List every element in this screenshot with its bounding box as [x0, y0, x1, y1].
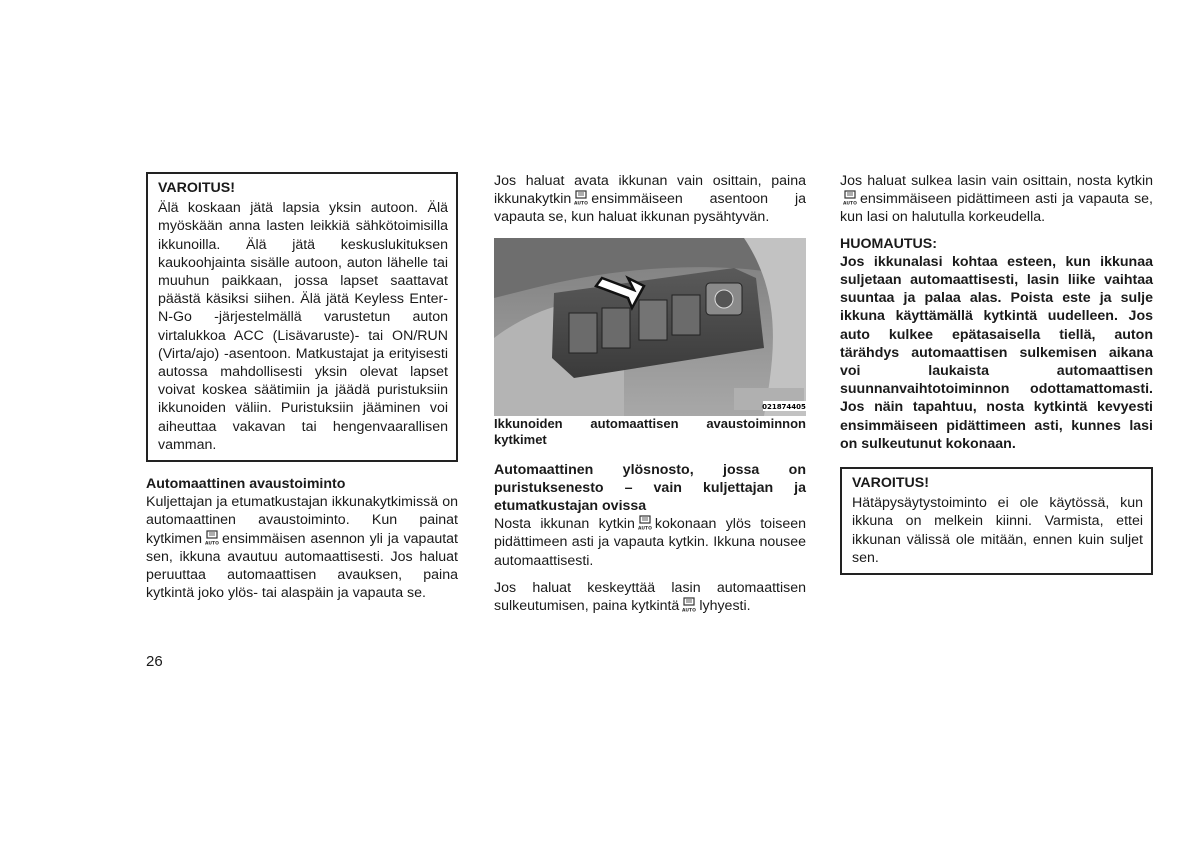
window-auto-switch-icon [638, 515, 652, 531]
page-number: 26 [146, 653, 163, 670]
warning-box-children [146, 172, 458, 462]
paragraph-text: ensimmäisen asennon yli ja vapautat sen, ikkuna avautuu automaattisesti. Jos haluat peruuttaa automaattisen avauksen, paina kytkintä joko ylös- tai alaspäin ja vapauta se. [146, 530, 458, 602]
paragraph-text: Nosta ikkunan kytkin [494, 516, 635, 533]
paragraph-text: Jos haluat keskeyttää lasin automaattisen sulkeutumisen, paina kytkintä [494, 579, 806, 615]
section-heading-auto-up: Automaattinen ylösnosto, jossa on puristuksenesto – vain kuljettajan ja etumatkustajan ovissa [494, 461, 806, 515]
svg-text:AUTO: AUTO [843, 201, 857, 207]
svg-text:AUTO: AUTO [205, 541, 219, 546]
svg-text:AUTO: AUTO [637, 526, 652, 532]
paragraph-text: Jos haluat avata ikkunan vain osittain, paina ikkunakytkin [494, 173, 806, 208]
partial-close-paragraph [840, 172, 1153, 227]
stop-close-paragraph [494, 579, 806, 615]
warning-title: VAROITUS! [852, 475, 929, 492]
auto-open-paragraph [146, 493, 458, 602]
window-auto-switch-icon [574, 190, 588, 206]
window-switch-photo [494, 238, 806, 416]
paragraph-text: kokonaan ylös toiseen pidättimeen asti ja vapauta kytkin. Ikkuna nousee automaattisesti. [494, 516, 806, 569]
svg-text:AUTO: AUTO [682, 608, 697, 614]
column-right [840, 172, 1153, 575]
warning-title: VAROITUS! [158, 180, 235, 196]
column-middle [494, 172, 806, 615]
section-heading-auto-open: Automaattinen avaustoiminto [146, 476, 346, 493]
partial-open-paragraph [494, 172, 806, 227]
photo-caption: Ikkunoiden automaattisen avaustoiminnon kytkimet [494, 415, 806, 448]
image-code: 021874405 [762, 402, 806, 411]
note-text: Jos ikkunalasi kohtaa esteen, kun ikkunaa suljetaan automaattisesti, lasin liike vaihtaa suuntaa ja palaa alas. Poista este ja sulje ikkuna käyttämällä kytkintä uudelleen. Jos auto kulkee epätasaisella tiellä, auton tärähdys automaattisen sulkemisen aikana voi laukaista automaattisen suunnanvaihtotoiminnon odottamattomasti. Jos näin tapahtuu, nosta kytkintä kevyesti ensimmäiseen pidättimeen asti, kunnes lasi on sulkeutunut kokonaan. [840, 253, 1153, 452]
auto-up-paragraph [494, 515, 806, 570]
note-title: HUOMAUTUS: [840, 235, 937, 252]
warning-text: Älä koskaan jätä lapsia yksin autoon. Älä myöskään anna lasten leikkiä sähkötoimisilla ikkunoilla. Älä jätä keskuslukituksen kaukoohjainta sisälle autoon, auton lähelle tai muuhun paikkaan, jossa lapset saattavat päästä käsiksi siihen. Älä jätä Keyless Enter-N-Go -järjestelmällä varustetun auton virtalukkoa ACC (Lisävaruste)- tai ON/RUN (Virta/ajo) -asentoon. Matkustajat ja erityisesti autossa mahdollisesti yksin olevat lapset voivat koskea säätimiin ja jäädä puristuksiin ikkunoiden väliin. Puristuksiin jääminen voi aiheuttaa vakavan tai hengenvaarallisen vamman. [158, 200, 448, 453]
paragraph-text: Kuljettajan ja etumatkustajan ikkunakytkimissä on automaattinen avaustoiminto. Kun painat kytkimen [146, 494, 458, 547]
paragraph-text: Jos haluat sulkea lasin vain osittain, nosta kytkin [840, 173, 1153, 189]
paragraph-text: ensimmäiseen pidättimeen asti ja vapauta se, kun lasi on halutulla korkeudella. [840, 191, 1153, 226]
window-auto-switch-icon [682, 597, 696, 613]
window-auto-switch-icon [205, 530, 219, 546]
window-auto-switch-icon [843, 190, 857, 206]
paragraph-text: lyhyesti. [699, 598, 751, 615]
column-left [146, 172, 458, 602]
svg-text:AUTO: AUTO [574, 201, 589, 207]
paragraph-text: ensimmäiseen asentoon ja vapauta se, kun haluat ikkunan pysähtyvän. [494, 191, 806, 226]
warning-text: Hätäpysäytystoiminto ei ole käytössä, kun ikkuna on melkein kiinni. Varmista, ettei ikkunan välissä ole mitään, ennen kuin suljet sen. [852, 495, 1143, 566]
warning-box-emergency-stop [840, 467, 1153, 575]
